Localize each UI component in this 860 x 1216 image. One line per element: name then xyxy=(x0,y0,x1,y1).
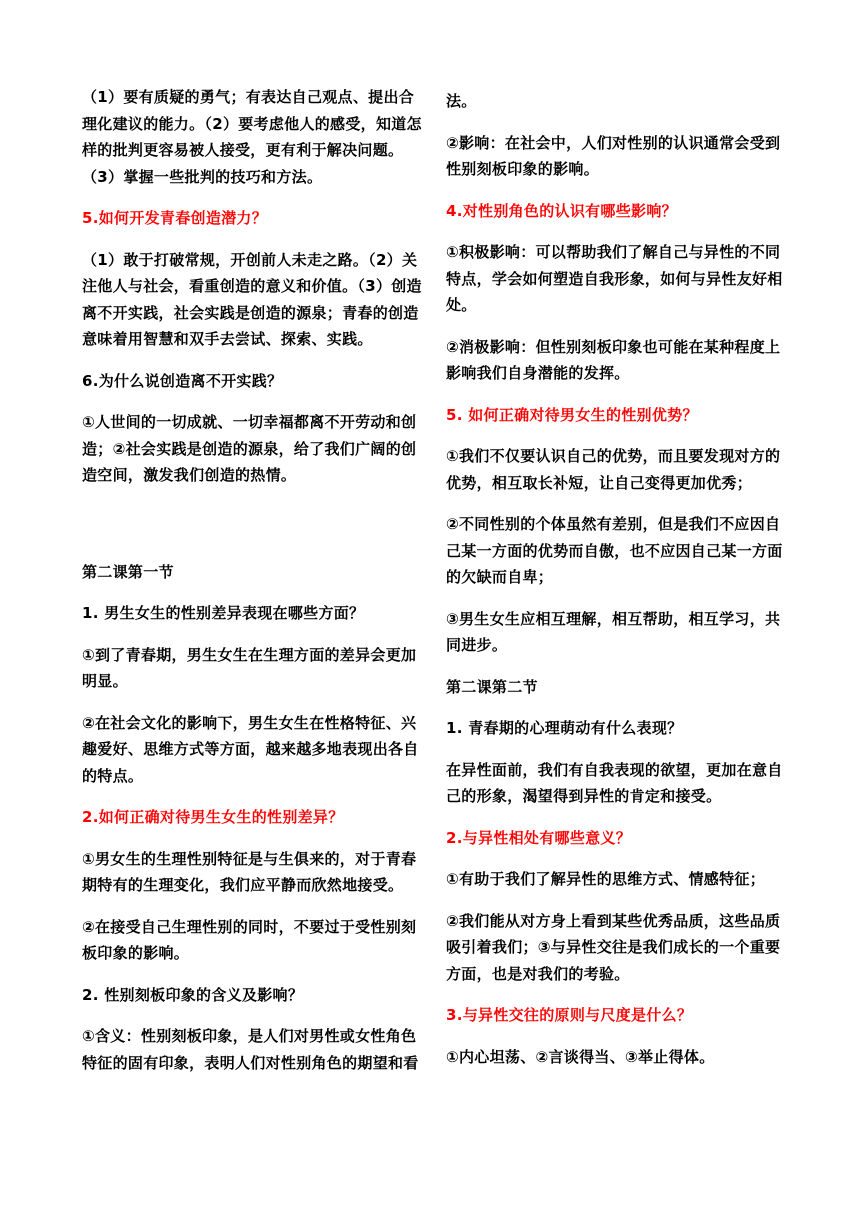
paragraph: ①人世间的一切成就、一切幸福都离不开劳动和创造；②社会实践是创造的源泉，给了我们广阔的创造空间，激发我们创造的热情。 xyxy=(82,413,417,484)
paragraph: ②在接受自己生理性别的同时，不要过于受性别刻板印象的影响。 xyxy=(82,917,417,962)
paragraph: 第二课第二节 xyxy=(446,677,538,696)
question-heading: 3.与异性交往的原则与尺度是什么？ xyxy=(446,1006,693,1024)
question-heading: 5. 如何正确对待男女生的性别优势？ xyxy=(446,405,698,424)
question-heading: 2.如何正确对待男生女生的性别差异？ xyxy=(82,808,344,826)
paragraph: 1. 青春期的心理萌动有什么表现？ xyxy=(446,719,683,737)
right-column xyxy=(446,88,786,1085)
paragraph: ①到了青春期，男生女生在生理方面的差异会更加明显。 xyxy=(82,645,417,690)
paragraph: 第二课第一节 xyxy=(82,562,174,581)
paragraph: ②消极影响：但性别刻板印象也可能在某种程度上影响我们自身潜能的发挥。 xyxy=(446,337,781,382)
paragraph: ③男生女生应相互理解，相互帮助，相互学习，共同进步。 xyxy=(446,609,781,654)
paragraph: 6.为什么说创造离不开实践？ xyxy=(82,371,283,390)
left-column xyxy=(82,84,422,1091)
paragraph: ①有助于我们了解异性的思维方式、情感特征； xyxy=(446,870,766,888)
paragraph: ①男女生的生理性别特征是与生俱来的，对于青春期特有的生理变化，我们应平静而欣然地接受。 xyxy=(82,849,417,894)
paragraph: ②不同性别的个体虽然有差别，但是我们不应因自己某一方面的优势而自傲，也不应因自己某一方面的欠缺而自卑； xyxy=(446,515,783,586)
paragraph: ①内心坦荡、②言谈得当、③举止得体。 xyxy=(446,1047,715,1066)
question-heading: 2.与异性相处有哪些意义？ xyxy=(446,828,632,847)
paragraph: （1）要有质疑的勇气；有表达自己观点、提出合理化建议的能力。（2）要考虑他人的感受，知道怎样的批判更容易被人接受，更有利于解决问题。（3）掌握一些批判的技巧和方法。 xyxy=(82,88,422,186)
paragraph: 法。 xyxy=(446,92,477,110)
paragraph: ②我们能从对方身上看到某些优秀品质，这些品质吸引着我们；③与异性交往是我们成长的一个重要方面，也是对我们的考验。 xyxy=(446,911,781,983)
question-heading: 5.如何开发青春创造潜力？ xyxy=(82,209,268,227)
paragraph: 1. 男生女生的性别差异表现在哪些方面？ xyxy=(82,604,365,622)
paragraph: ②影响：在社会中，人们对性别的认识通常会受到性别刻板印象的影响。 xyxy=(446,133,781,178)
paragraph: 2. 性别刻板印象的含义及影响？ xyxy=(82,985,304,1004)
paragraph: （1）敢于打破常规，开创前人未走之路。（2）关注他人与社会，看重创造的意义和价值。（3）创造离不开实践，社会实践是创造的源泉；青春的创造意味着用智慧和双手去尝试、探索、实践。 xyxy=(82,250,422,348)
paragraph: 在异性面前，我们有自我表现的欲望，更加在意自己的形象，渴望得到异性的肯定和接受。 xyxy=(446,760,783,805)
paragraph: ②在社会文化的影响下，男生女生在性格特征、兴趣爱好、思维方式等方面，越来越多地表现出各自的特点。 xyxy=(82,713,419,785)
paragraph: ①含义：性别刻板印象，是人们对男性或女性角色特征的固有印象，表明人们对性别角色的期望和看 xyxy=(82,1027,419,1072)
question-heading: 4.对性别角色的认识有哪些影响？ xyxy=(446,201,677,220)
paragraph-spacer xyxy=(82,504,422,559)
paragraph: ①我们不仅要认识自己的优势，而且要发现对方的优势，相互取长补短，让自己变得更加优秀； xyxy=(446,447,781,492)
paragraph: ①积极影响：可以帮助我们了解自己与异性的不同特点，学会如何塑造自我形象，如何与异性友好相处。 xyxy=(446,243,783,314)
